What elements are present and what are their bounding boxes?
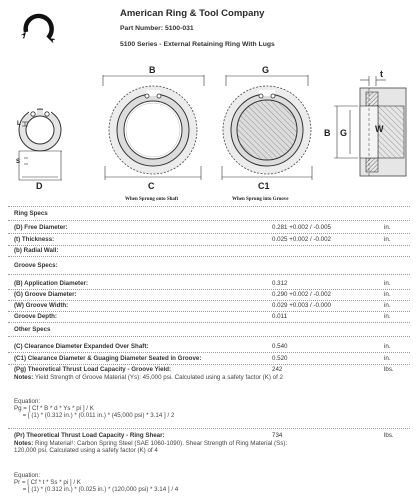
spec-unit: in. <box>384 236 391 243</box>
divider <box>8 352 410 353</box>
divider <box>8 289 410 290</box>
note-label: Notes: <box>14 440 34 447</box>
label-b-side: B <box>324 128 331 138</box>
spec-value: 0.025 +0.002 / -0.002 <box>272 236 332 243</box>
note-text: Yield Strength of Groove Material (Ys): 45,000 psi. Calculated using a safety factor (K) of 2 <box>34 374 283 381</box>
spec-value: 0.290 +0.002 / -0.002 <box>272 291 332 298</box>
spec-label: (W) Groove Width: <box>14 302 69 309</box>
company-name: American Ring & Tool Company <box>120 8 265 19</box>
spec-value: 0.312 <box>272 280 288 287</box>
spec-label: (D) Free Diameter: <box>14 224 68 231</box>
label-g: G <box>262 65 270 75</box>
spec-unit: lbs. <box>384 432 394 439</box>
divider <box>8 245 410 246</box>
spec-unit: in. <box>384 313 391 320</box>
spec-unit: in. <box>384 355 391 362</box>
divider <box>8 220 410 221</box>
groove-yield-eq-line2: = [ (1) * (0.312 in.) * (0.011 in.) * (45,000 psi) * 3.14 ] / 2 <box>14 412 175 419</box>
spec-unit: in. <box>384 343 391 350</box>
spec-unit: in. <box>384 224 391 231</box>
divider <box>8 428 410 429</box>
ring-shear-eq-line1: Pr = [ Cf * t * Ss * pi ] / K <box>14 479 81 486</box>
divider <box>8 300 410 301</box>
ring-specs-title: Ring Specs <box>14 210 48 217</box>
caption-groove: When Sprung into Groove <box>232 197 289 202</box>
label-l: L <box>17 121 21 127</box>
spec-value: 0.540 <box>272 343 288 350</box>
label-b: B <box>149 65 156 75</box>
spec-unit: in. <box>384 302 391 309</box>
label-s: S <box>16 159 21 165</box>
divider <box>8 322 410 323</box>
spec-label: (G) Groove Diameter: <box>14 291 77 298</box>
groove-specs-title: Groove Specs: <box>14 262 58 269</box>
groove-yield-note <box>14 374 306 381</box>
label-g-side: G <box>340 128 348 138</box>
part-number: Part Number: 5100-031 <box>120 25 194 32</box>
ring-shear-eq-title: Equation: <box>14 472 41 479</box>
spec-unit: lbs. <box>384 366 394 373</box>
spec-value: 242 <box>272 366 283 373</box>
divider <box>8 256 410 257</box>
spec-unit: in. <box>384 291 391 298</box>
spec-value: 0.029 +0.003 / -0.000 <box>272 302 332 309</box>
note-label: Notes: <box>14 374 34 381</box>
spec-label: (Pg) Theoretical Thrust Load Capacity - Groove Yield: <box>14 366 172 373</box>
label-t: t <box>380 69 383 79</box>
divider <box>8 206 410 207</box>
divider <box>8 233 410 234</box>
label-w: W <box>375 124 384 134</box>
spec-label: (B) Application Diameter: <box>14 280 89 287</box>
divider <box>8 336 410 337</box>
groove-yield-eq-line1: Pg = [ Cf * B * d * Ys * pi ] / K <box>14 405 94 412</box>
spec-label: (t) Thickness: <box>14 236 55 243</box>
spec-label: (C) Clearance Diameter Expanded Over Shaft: <box>14 343 149 350</box>
divider <box>8 364 410 365</box>
ring-shear-eq-line2: = [ (1) * (0.312 in.) * (0.025 in.) * (120,000 psi) * 3.14 ] / 4 <box>14 486 179 493</box>
label-c1: C1 <box>258 181 270 191</box>
caption-shaft: When Sprung onto Shaft <box>125 197 179 202</box>
label-d: D <box>36 181 43 191</box>
spec-label: (b) Radial Wall: <box>14 247 59 254</box>
spec-value: 734 <box>272 432 283 439</box>
ring-shear-note <box>14 440 306 454</box>
spec-unit: in. <box>384 280 391 287</box>
divider <box>8 274 410 275</box>
spec-value: 0.520 <box>272 355 288 362</box>
divider <box>8 311 410 312</box>
other-specs-title: Other Specs <box>14 326 51 333</box>
series-title: 5100 Series - External Retaining Ring With Lugs <box>120 41 275 48</box>
spec-value: 0.281 +0.002 / -0.005 <box>272 224 332 231</box>
label-c: C <box>148 181 155 191</box>
groove-yield-eq-title: Equation: <box>14 398 41 405</box>
spec-label: Groove Depth: <box>14 313 57 320</box>
spec-value: 0.011 <box>272 313 288 320</box>
spec-label: (Pr) Theoretical Thrust Load Capacity - Ring Shear: <box>14 432 165 439</box>
spec-label: (C1) Clearance Diameter & Guaging Diameter Seated in Groove: <box>14 355 202 362</box>
note-text: Ring Material¹: Carbon Spring Steel (SAE 1060-1090). Shear Strength of Ring Material (Ss): 120,000 psi. Calculated using a safety factor (K) of 4 <box>14 440 288 455</box>
